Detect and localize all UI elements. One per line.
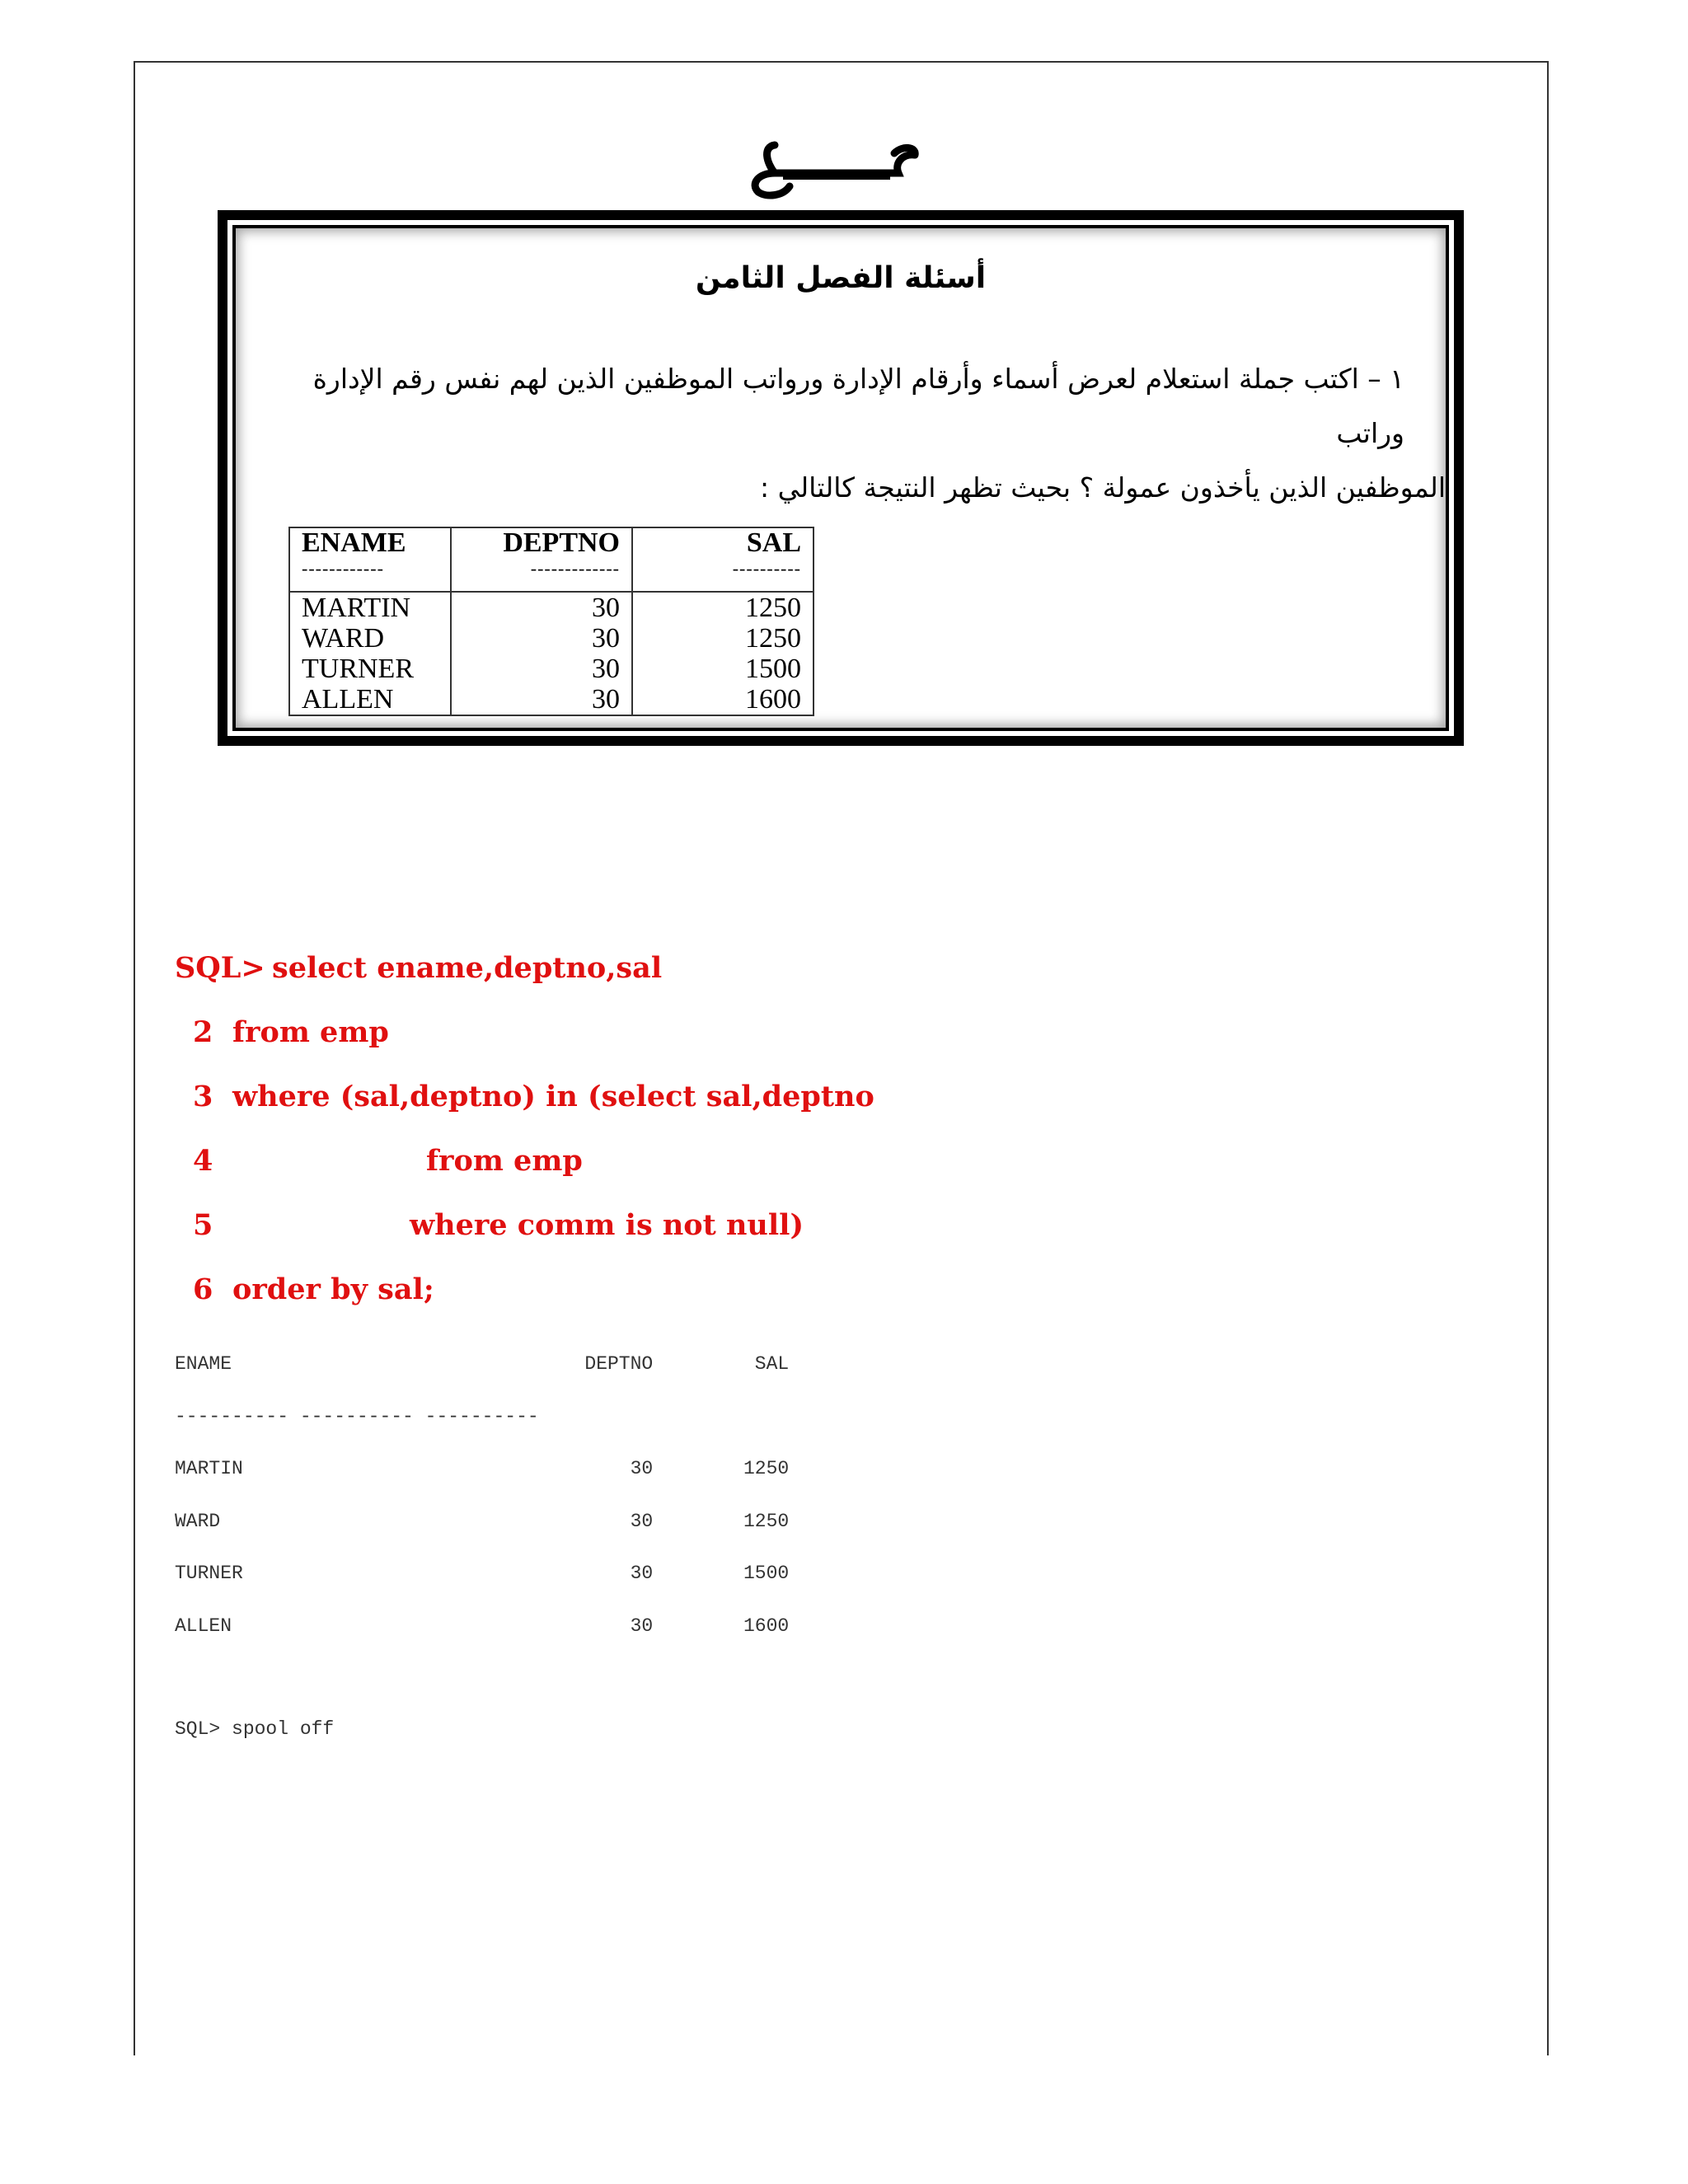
table-header-ename: ENAME ------------: [289, 527, 451, 592]
expected-result-table: [288, 527, 814, 716]
output-header-row: ENAME DEPTNO SAL: [175, 1353, 790, 1375]
table-row: ALLEN 30 1600: [175, 1615, 790, 1637]
table-header-deptno: DEPTNO -------------: [451, 527, 632, 592]
table-row: TURNER 30 1500: [289, 654, 814, 684]
sql-line-3: 3 where (sal,deptno) in (select sal,deptno: [193, 1080, 874, 1113]
table-header-sal: SAL ----------: [632, 527, 814, 592]
table-row: MARTIN 30 1250: [175, 1458, 790, 1479]
table-row: WARD 30 1250: [289, 623, 814, 654]
question-line-1: ١ – اكتب جملة استعلام لعرض أسماء وأرقام الإدارة ورواتب الموظفين الذين لهم نفس رقم الإدارة وراتب: [312, 363, 1404, 449]
table-row: ALLEN 30 1600: [289, 684, 814, 715]
sql-line-2: 2 from emp: [193, 1015, 389, 1049]
table-row: WARD 30 1250: [175, 1511, 790, 1532]
question-line-2: الموظفين الذين يأخذون عمولة ؟ بحيث تظهر النتيجة كالتالي :: [760, 471, 1446, 504]
output-separator: ---------- ---------- ----------: [175, 1406, 539, 1427]
solution-heading-calligraphy: [725, 138, 923, 204]
table-row: MARTIN 30 1250: [289, 592, 814, 623]
sql-line-5: 5 where comm is not null): [193, 1208, 804, 1242]
sql-line-6: 6 order by sal;: [193, 1272, 434, 1306]
spool-off-line: SQL> spool off: [175, 1718, 335, 1740]
table-row: TURNER 30 1500: [175, 1563, 790, 1584]
question-title: أسئلة الفصل الثامن: [695, 261, 987, 295]
question-frame: [218, 210, 1464, 746]
question-text: [244, 352, 1446, 515]
sql-line-4: 4 from emp: [193, 1144, 583, 1178]
sql-line-1: SQL> select ename,deptno,sal: [175, 951, 663, 985]
